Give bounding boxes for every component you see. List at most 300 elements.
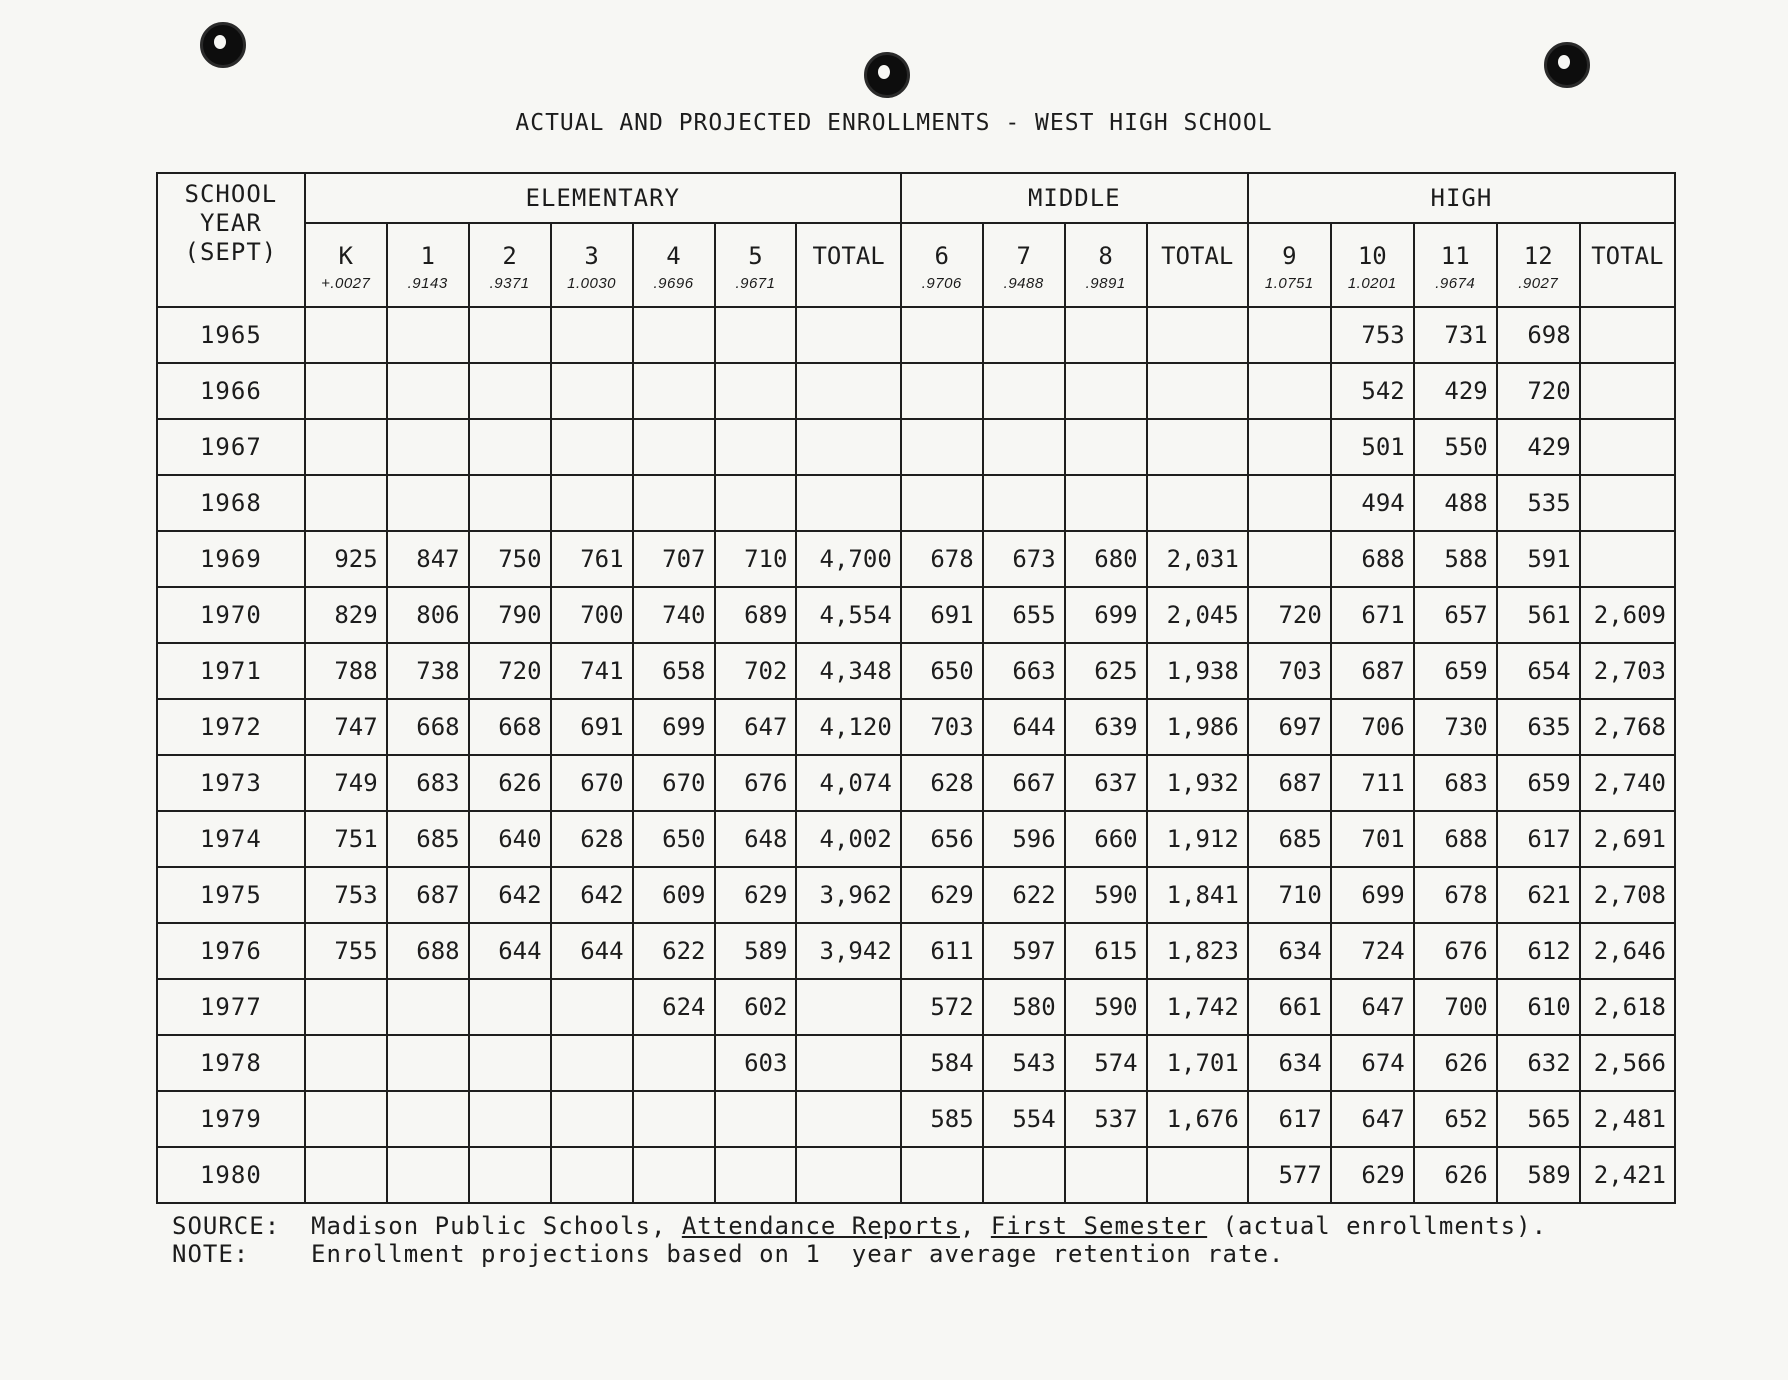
school-year-cell: 1973 <box>157 755 305 811</box>
enrollment-cell: 2,481 <box>1580 1091 1675 1147</box>
retention-rate: +.0027 <box>321 275 371 292</box>
table-row <box>157 755 1675 811</box>
enrollment-cell: 4,348 <box>796 643 900 699</box>
enrollment-cell <box>901 475 983 531</box>
enrollment-cell: 621 <box>1497 867 1580 923</box>
enrollment-cell: 602 <box>715 979 797 1035</box>
enrollment-cell: 683 <box>387 755 469 811</box>
enrollment-cell <box>387 979 469 1035</box>
enrollment-cell <box>387 475 469 531</box>
enrollment-cell: 670 <box>633 755 715 811</box>
enrollment-cell: 639 <box>1065 699 1147 755</box>
enrollment-cell: 753 <box>1331 307 1414 363</box>
enrollment-cell: 577 <box>1248 1147 1331 1203</box>
table-row <box>157 867 1675 923</box>
school-year-cell: 1977 <box>157 979 305 1035</box>
school-year-cell: 1965 <box>157 307 305 363</box>
enrollment-cell <box>305 979 387 1035</box>
enrollment-cell <box>796 475 900 531</box>
retention-rate <box>1148 274 1247 294</box>
grade-label: 7 <box>1016 242 1031 270</box>
grade-header <box>1147 223 1248 307</box>
enrollment-cell: 659 <box>1414 643 1497 699</box>
punch-hole-center <box>864 52 910 98</box>
enrollment-cell: 617 <box>1497 811 1580 867</box>
enrollment-cell: 698 <box>1497 307 1580 363</box>
grade-header-row <box>157 223 1675 307</box>
table-row <box>157 419 1675 475</box>
enrollment-cell: 591 <box>1497 531 1580 587</box>
enrollment-cell: 4,120 <box>796 699 900 755</box>
school-year-cell: 1969 <box>157 531 305 587</box>
table-row <box>157 307 1675 363</box>
enrollment-cell: 788 <box>305 643 387 699</box>
enrollment-cell: 685 <box>387 811 469 867</box>
enrollment-cell <box>469 979 551 1035</box>
enrollment-cell: 617 <box>1248 1091 1331 1147</box>
enrollment-cell <box>551 363 633 419</box>
enrollment-cell: 584 <box>901 1035 983 1091</box>
grade-label: TOTAL <box>1591 242 1664 270</box>
enrollment-cell: 702 <box>715 643 797 699</box>
enrollment-cell: 610 <box>1497 979 1580 1035</box>
enrollment-cell: 2,609 <box>1580 587 1675 643</box>
enrollment-cell: 659 <box>1497 755 1580 811</box>
grade-header <box>796 223 900 307</box>
enrollment-cell: 622 <box>633 923 715 979</box>
enrollment-cell: 4,554 <box>796 587 900 643</box>
enrollment-cell <box>387 363 469 419</box>
enrollment-cell: 628 <box>901 755 983 811</box>
enrollment-cell <box>1580 419 1675 475</box>
retention-rate <box>797 274 899 294</box>
enrollment-cell: 644 <box>983 699 1065 755</box>
enrollment-cell <box>1065 475 1147 531</box>
retention-rate: .9696 <box>653 275 694 292</box>
enrollment-cell: 590 <box>1065 867 1147 923</box>
retention-rate: 1.0201 <box>1347 275 1397 292</box>
group-header-row <box>157 173 1675 223</box>
enrollment-cell <box>469 1091 551 1147</box>
enrollment-cell: 537 <box>1065 1091 1147 1147</box>
enrollment-cell <box>983 1147 1065 1203</box>
enrollment-cell <box>305 363 387 419</box>
retention-rate: .9371 <box>489 275 530 292</box>
enrollment-cell: 629 <box>901 867 983 923</box>
grade-header <box>715 223 797 307</box>
note-line <box>172 1240 1547 1268</box>
enrollment-cell: 658 <box>633 643 715 699</box>
enrollment-cell: 747 <box>305 699 387 755</box>
enrollment-cell: 720 <box>1248 587 1331 643</box>
enrollment-cell: 2,566 <box>1580 1035 1675 1091</box>
grade-label: 5 <box>748 242 763 270</box>
enrollment-cell: 1,823 <box>1147 923 1248 979</box>
retention-rate: .9706 <box>921 275 962 292</box>
enrollment-cell: 3,962 <box>796 867 900 923</box>
enrollment-cell <box>305 1035 387 1091</box>
enrollment-cell: 580 <box>983 979 1065 1035</box>
enrollment-cell: 667 <box>983 755 1065 811</box>
enrollment-cell: 741 <box>551 643 633 699</box>
retention-rate: .9143 <box>407 275 448 292</box>
enrollment-cell: 647 <box>715 699 797 755</box>
enrollment-cell <box>633 1091 715 1147</box>
enrollment-cell: 501 <box>1331 419 1414 475</box>
enrollment-cell: 554 <box>983 1091 1065 1147</box>
table-header <box>157 173 1675 307</box>
table-row <box>157 811 1675 867</box>
enrollment-cell: 635 <box>1497 699 1580 755</box>
enrollment-cell <box>551 1035 633 1091</box>
enrollment-cell: 740 <box>633 587 715 643</box>
enrollment-cell: 829 <box>305 587 387 643</box>
enrollment-cell <box>901 419 983 475</box>
enrollment-cell: 625 <box>1065 643 1147 699</box>
enrollment-cell: 699 <box>1331 867 1414 923</box>
enrollment-cell <box>387 307 469 363</box>
enrollment-cell <box>633 1147 715 1203</box>
table-row <box>157 699 1675 755</box>
enrollment-cell <box>1147 475 1248 531</box>
enrollment-cell: 674 <box>1331 1035 1414 1091</box>
enrollment-cell: 697 <box>1248 699 1331 755</box>
enrollment-cell <box>1147 1147 1248 1203</box>
enrollment-cell <box>551 307 633 363</box>
enrollment-cell: 678 <box>1414 867 1497 923</box>
grade-label: 12 <box>1523 242 1553 270</box>
enrollment-cell: 685 <box>1248 811 1331 867</box>
enrollment-cell <box>633 475 715 531</box>
grade-header <box>633 223 715 307</box>
source-text: Madison Public Schools, <box>311 1212 682 1240</box>
source-separator: , <box>959 1212 991 1240</box>
enrollment-cell: 687 <box>387 867 469 923</box>
enrollment-cell: 637 <box>1065 755 1147 811</box>
enrollment-cell <box>633 1035 715 1091</box>
enrollment-cell: 588 <box>1414 531 1497 587</box>
school-year-header <box>157 173 305 307</box>
enrollment-cell: 589 <box>715 923 797 979</box>
grade-label: TOTAL <box>812 242 885 270</box>
enrollment-cell <box>715 363 797 419</box>
enrollment-cell: 2,045 <box>1147 587 1248 643</box>
enrollment-cell: 673 <box>983 531 1065 587</box>
enrollment-cell <box>1248 419 1331 475</box>
enrollment-cell: 1,676 <box>1147 1091 1248 1147</box>
enrollment-cell: 676 <box>715 755 797 811</box>
enrollment-cell: 1,986 <box>1147 699 1248 755</box>
school-year-cell: 1976 <box>157 923 305 979</box>
enrollment-cell <box>715 419 797 475</box>
enrollment-cell: 668 <box>469 699 551 755</box>
enrollment-cell <box>796 363 900 419</box>
enrollment-cell <box>1248 363 1331 419</box>
enrollment-cell: 657 <box>1414 587 1497 643</box>
enrollment-cell: 751 <box>305 811 387 867</box>
enrollment-cell: 4,002 <box>796 811 900 867</box>
punch-hole-left <box>200 22 246 68</box>
enrollment-cell: 2,421 <box>1580 1147 1675 1203</box>
retention-rate: .9671 <box>735 275 776 292</box>
school-year-cell: 1966 <box>157 363 305 419</box>
grade-label: 10 <box>1357 242 1387 270</box>
enrollment-cell: 707 <box>633 531 715 587</box>
enrollment-cell: 654 <box>1497 643 1580 699</box>
enrollment-cell: 1,701 <box>1147 1035 1248 1091</box>
enrollment-cell: 691 <box>901 587 983 643</box>
enrollment-cell <box>796 419 900 475</box>
school-year-cell: 1979 <box>157 1091 305 1147</box>
enrollment-cell: 2,708 <box>1580 867 1675 923</box>
enrollment-cell <box>469 419 551 475</box>
grade-header <box>1248 223 1331 307</box>
enrollment-cell: 597 <box>983 923 1065 979</box>
enrollment-cell <box>983 363 1065 419</box>
school-year-cell: 1980 <box>157 1147 305 1203</box>
enrollment-cell <box>551 419 633 475</box>
enrollment-cell: 680 <box>1065 531 1147 587</box>
enrollment-cell <box>796 1035 900 1091</box>
enrollment-cell: 603 <box>715 1035 797 1091</box>
enrollment-cell: 730 <box>1414 699 1497 755</box>
school-year-cell: 1972 <box>157 699 305 755</box>
enrollment-cell: 683 <box>1414 755 1497 811</box>
enrollment-cell: 2,618 <box>1580 979 1675 1035</box>
grade-header <box>469 223 551 307</box>
enrollment-cell: 611 <box>901 923 983 979</box>
enrollment-cell: 699 <box>633 699 715 755</box>
grade-header <box>1580 223 1675 307</box>
enrollment-cell <box>551 1147 633 1203</box>
enrollment-cell <box>715 1147 797 1203</box>
enrollment-cell: 703 <box>901 699 983 755</box>
enrollment-table <box>156 172 1676 1204</box>
school-year-cell: 1971 <box>157 643 305 699</box>
enrollment-cell <box>305 1091 387 1147</box>
retention-rate <box>1581 274 1674 294</box>
group-header-middle: MIDDLE <box>901 173 1248 223</box>
group-header-high: HIGH <box>1248 173 1675 223</box>
school-year-header-line: YEAR <box>199 209 262 237</box>
enrollment-cell <box>983 307 1065 363</box>
enrollment-cell: 847 <box>387 531 469 587</box>
enrollment-cell <box>983 419 1065 475</box>
enrollment-cell: 640 <box>469 811 551 867</box>
enrollment-cell: 1,938 <box>1147 643 1248 699</box>
enrollment-cell: 663 <box>983 643 1065 699</box>
enrollment-cell <box>469 307 551 363</box>
enrollment-cell <box>305 1147 387 1203</box>
grade-header <box>1331 223 1414 307</box>
enrollment-cell: 925 <box>305 531 387 587</box>
enrollment-cell <box>715 1091 797 1147</box>
enrollment-cell: 1,932 <box>1147 755 1248 811</box>
enrollment-cell: 3,942 <box>796 923 900 979</box>
enrollment-cell: 731 <box>1414 307 1497 363</box>
enrollment-cell <box>469 363 551 419</box>
enrollment-cell <box>305 475 387 531</box>
enrollment-cell: 689 <box>715 587 797 643</box>
enrollment-cell <box>1065 363 1147 419</box>
enrollment-cell <box>983 475 1065 531</box>
enrollment-cell: 4,700 <box>796 531 900 587</box>
retention-rate: .9488 <box>1003 275 1044 292</box>
enrollment-cell: 2,031 <box>1147 531 1248 587</box>
grade-label: 1 <box>420 242 435 270</box>
enrollment-cell: 2,646 <box>1580 923 1675 979</box>
grade-header <box>1497 223 1580 307</box>
enrollment-cell: 634 <box>1248 923 1331 979</box>
enrollment-cell: 676 <box>1414 923 1497 979</box>
enrollment-cell <box>551 1091 633 1147</box>
source-title-attendance: Attendance Reports <box>681 1212 960 1240</box>
enrollment-cell: 561 <box>1497 587 1580 643</box>
enrollment-cell: 626 <box>469 755 551 811</box>
school-year-cell: 1968 <box>157 475 305 531</box>
grade-label: 9 <box>1282 242 1297 270</box>
grade-header <box>387 223 469 307</box>
enrollment-cell <box>1147 307 1248 363</box>
grade-label: 11 <box>1440 242 1470 270</box>
document-title: ACTUAL AND PROJECTED ENROLLMENTS - WEST HIGH SCHOOL <box>515 110 1273 136</box>
grade-header <box>305 223 387 307</box>
enrollment-cell: 2,703 <box>1580 643 1675 699</box>
table-body <box>157 307 1675 1203</box>
enrollment-cell: 609 <box>633 867 715 923</box>
enrollment-cell <box>796 979 900 1035</box>
enrollment-cell <box>469 1147 551 1203</box>
enrollment-cell: 790 <box>469 587 551 643</box>
retention-rate: .9891 <box>1085 275 1126 292</box>
enrollment-cell: 660 <box>1065 811 1147 867</box>
table-row <box>157 643 1675 699</box>
source-line <box>172 1212 1547 1240</box>
enrollment-cell: 691 <box>551 699 633 755</box>
table-row <box>157 923 1675 979</box>
source-title-semester: First Semester <box>990 1212 1208 1240</box>
enrollment-cell: 1,841 <box>1147 867 1248 923</box>
enrollment-cell: 755 <box>305 923 387 979</box>
table-row <box>157 587 1675 643</box>
enrollment-cell <box>715 475 797 531</box>
enrollment-cell: 670 <box>551 755 633 811</box>
enrollment-cell: 488 <box>1414 475 1497 531</box>
enrollment-cell: 687 <box>1331 643 1414 699</box>
enrollment-cell: 647 <box>1331 979 1414 1035</box>
enrollment-cell: 699 <box>1065 587 1147 643</box>
enrollment-cell <box>387 1091 469 1147</box>
table-row <box>157 363 1675 419</box>
punch-hole-right <box>1544 42 1590 88</box>
enrollment-cell <box>633 419 715 475</box>
enrollment-cell: 589 <box>1497 1147 1580 1203</box>
enrollment-cell: 429 <box>1497 419 1580 475</box>
enrollment-cell: 542 <box>1331 363 1414 419</box>
enrollment-cell: 629 <box>1331 1147 1414 1203</box>
enrollment-cell: 626 <box>1414 1035 1497 1091</box>
enrollment-cell <box>551 475 633 531</box>
enrollment-cell <box>387 419 469 475</box>
grade-label: 4 <box>666 242 681 270</box>
enrollment-cell: 429 <box>1414 363 1497 419</box>
grade-header <box>1414 223 1497 307</box>
source-label: SOURCE: <box>172 1212 281 1240</box>
enrollment-cell: 2,691 <box>1580 811 1675 867</box>
enrollment-cell <box>469 475 551 531</box>
enrollment-cell: 703 <box>1248 643 1331 699</box>
enrollment-cell: 650 <box>901 643 983 699</box>
grade-label: 6 <box>934 242 949 270</box>
enrollment-cell: 644 <box>551 923 633 979</box>
enrollment-cell: 652 <box>1414 1091 1497 1147</box>
enrollment-cell <box>387 1147 469 1203</box>
enrollment-cell <box>1580 531 1675 587</box>
enrollment-cell <box>1248 531 1331 587</box>
enrollment-cell: 2,740 <box>1580 755 1675 811</box>
enrollment-cell: 550 <box>1414 419 1497 475</box>
grade-label: 3 <box>584 242 599 270</box>
grade-header <box>551 223 633 307</box>
enrollment-cell: 671 <box>1331 587 1414 643</box>
enrollment-cell: 706 <box>1331 699 1414 755</box>
enrollment-cell <box>715 307 797 363</box>
enrollment-cell: 710 <box>715 531 797 587</box>
enrollment-cell: 565 <box>1497 1091 1580 1147</box>
enrollment-cell: 806 <box>387 587 469 643</box>
enrollment-cell <box>1248 475 1331 531</box>
retention-rate: .9027 <box>1518 275 1559 292</box>
enrollment-cell <box>1147 363 1248 419</box>
enrollment-cell <box>796 1147 900 1203</box>
source-qualifier: (actual enrollments). <box>1207 1212 1548 1240</box>
enrollment-cell: 738 <box>387 643 469 699</box>
enrollment-cell: 753 <box>305 867 387 923</box>
enrollment-cell: 687 <box>1248 755 1331 811</box>
school-year-cell: 1967 <box>157 419 305 475</box>
group-header-elementary: ELEMENTARY <box>305 173 901 223</box>
enrollment-cell: 624 <box>633 979 715 1035</box>
grade-header <box>983 223 1065 307</box>
retention-rate: .9674 <box>1435 275 1476 292</box>
enrollment-cell <box>796 1091 900 1147</box>
note-text: Enrollment projections based on 1 year average retention rate. <box>311 1240 1285 1268</box>
enrollment-cell: 2,768 <box>1580 699 1675 755</box>
enrollment-cell: 572 <box>901 979 983 1035</box>
enrollment-cell: 688 <box>387 923 469 979</box>
retention-rate: 1.0751 <box>1264 275 1314 292</box>
enrollment-cell <box>796 307 900 363</box>
enrollment-cell: 629 <box>715 867 797 923</box>
enrollment-cell <box>1065 419 1147 475</box>
enrollment-cell: 749 <box>305 755 387 811</box>
enrollment-cell <box>1065 307 1147 363</box>
enrollment-cell: 632 <box>1497 1035 1580 1091</box>
enrollment-cell: 655 <box>983 587 1065 643</box>
grade-label: 2 <box>502 242 517 270</box>
enrollment-cell <box>387 1035 469 1091</box>
enrollment-cell: 668 <box>387 699 469 755</box>
footnotes <box>172 1212 1547 1268</box>
enrollment-cell <box>1147 419 1248 475</box>
enrollment-cell: 634 <box>1248 1035 1331 1091</box>
enrollment-cell <box>305 419 387 475</box>
enrollment-cell: 688 <box>1414 811 1497 867</box>
enrollment-cell: 700 <box>1414 979 1497 1035</box>
table-row <box>157 475 1675 531</box>
enrollment-cell <box>1580 307 1675 363</box>
enrollment-cell <box>305 307 387 363</box>
